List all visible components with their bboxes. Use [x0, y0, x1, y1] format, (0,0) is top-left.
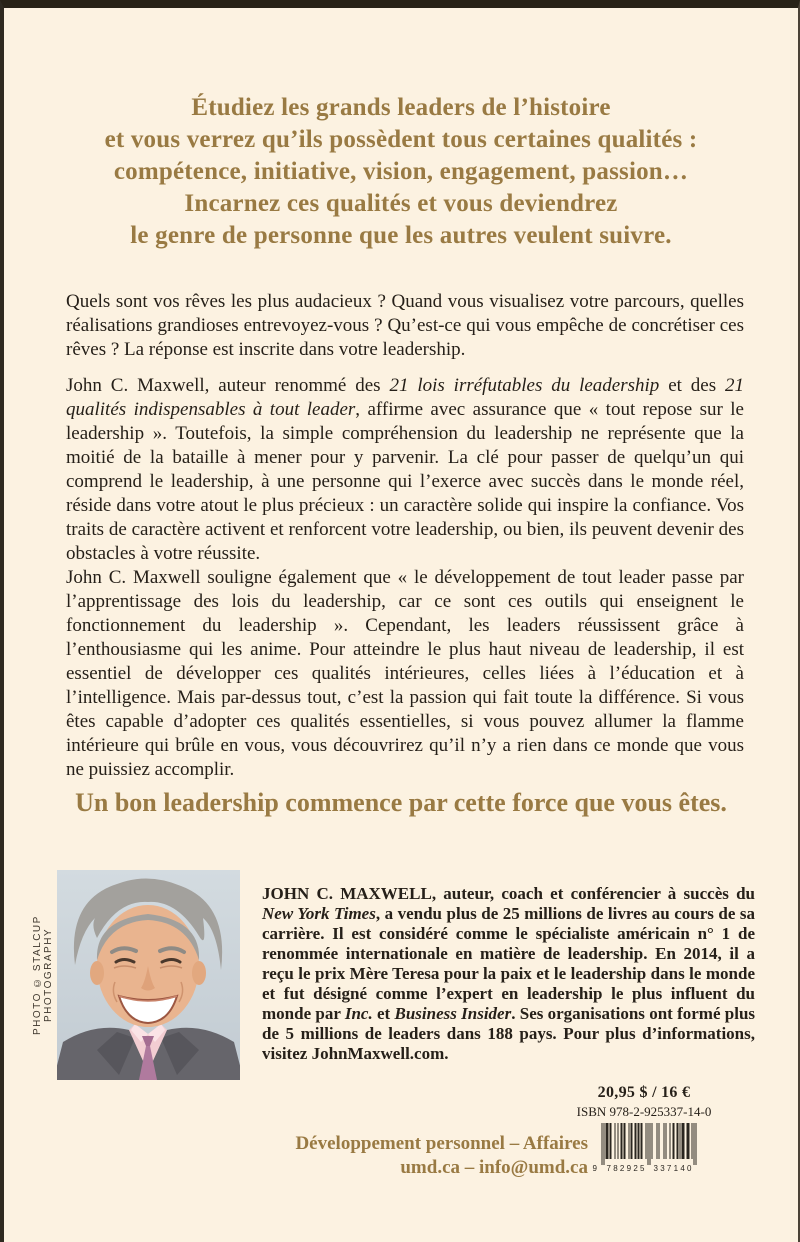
headline-line: Incarnez ces qualités et vous deviendrez	[184, 190, 618, 217]
photo-credit: PHOTO © STALCUP PHOTOGRAPHY	[32, 915, 54, 1035]
author-portrait-illustration	[57, 870, 240, 1080]
category-footer	[208, 1132, 588, 1180]
svg-text:782925: 782925	[606, 1164, 645, 1173]
svg-text:9: 9	[592, 1164, 597, 1173]
body-paragraph-dreams: Quels sont vos rêves les plus audacieux ? Quand vous visualisez votre parcours, quelles réalisations grandioses entrevoyez-vous ? Qu’est-ce qui vous empêche de concrétiser ces rêves ? La réponse est inscrite dans votre leadership.	[66, 291, 744, 360]
body-paragraph-development: John C. Maxwell souligne également que « le développement de tout leader passe par l’apprentissage des lois du leadership, car ce sont ces outils qui enseignent le fonctionnement du leadership ». Cependant, les leaders réussissent grâce à l’enthousiasme qui les anime. Pour atteindre le plus haut niveau de leadership, il est essentiel de développer ces qualités intérieures, celles liées à l’éducation et à l’intelligence. Mais par-dessus tout, c’est la passion qui fait toute la différence. Si vous êtes capable d’adopter ces qualités essentielles, si vous pouvez allumer la flamme intérieure qui brûle en vous, vous découvrirez qu’il n’y a rien dans ce monde que vous ne puissiez accomplir.	[66, 567, 744, 780]
gold-tagline: Un bon leadership commence par cette force que vous êtes.	[75, 788, 727, 817]
author-bio: JOHN C. MAXWELL, auteur, coach et conférencier à succès du New York Times, a vendu plus de 25 millions de livres au cours de sa carrière. Il est considéré comme le spécialiste américain n° 1 de renommée internationale en matière de leadership. En 2014, il a reçu le prix Mère Teresa pour la paix et le leadership dans le monde et fut désigné comme l’expert en leadership le plus influent du monde par Inc. et Business Insider. Ses organisations ont formé plus de 5 millions de leaders dans 188 pays. Pour plus d’informations, visitez JohnMaxwell.com.	[262, 884, 756, 1063]
isbn-number: ISBN 978-2-925337-14-0	[576, 1104, 712, 1119]
svg-text:337140: 337140	[653, 1164, 692, 1173]
price: 20,95 $ / 16 €	[597, 1084, 691, 1101]
publisher-contact: umd.ca – info@umd.ca	[400, 1157, 588, 1178]
headline-line: le genre de personne que les autres veulent suivre.	[130, 222, 672, 249]
headline-line: et vous verrez qu’ils possèdent tous certaines qualités :	[104, 126, 698, 153]
headline-line: compétence, initiative, vision, engagement, passion…	[113, 158, 689, 185]
body-paragraph-maxwell-books: John C. Maxwell, auteur renommé des 21 lois irréfutables du leadership et des 21 qualités indispensables à tout leader, affirme avec assurance que « tout repose sur le leadership ». Toutefois, la simple compréhension du leadership ne représente que la moitié de la bataille à mener pour y parvenir. La clé pour passer de quelqu’un qui comprend le leadership, à une personne qui l’exerce avec succès dans le monde réel, réside dans votre atout le plus précieux : un caractère solide qui inspire la confiance. Vos traits de caractère activent et renforcent votre leadership, ou bien, ils peuvent devenir des obstacles à votre réussite.	[66, 375, 744, 564]
category-label: Développement personnel – Affaires	[295, 1133, 588, 1154]
headline-line: Étudiez les grands leaders de l’histoire	[191, 94, 611, 121]
headline-quote	[34, 92, 768, 252]
author-photo	[57, 870, 240, 1080]
